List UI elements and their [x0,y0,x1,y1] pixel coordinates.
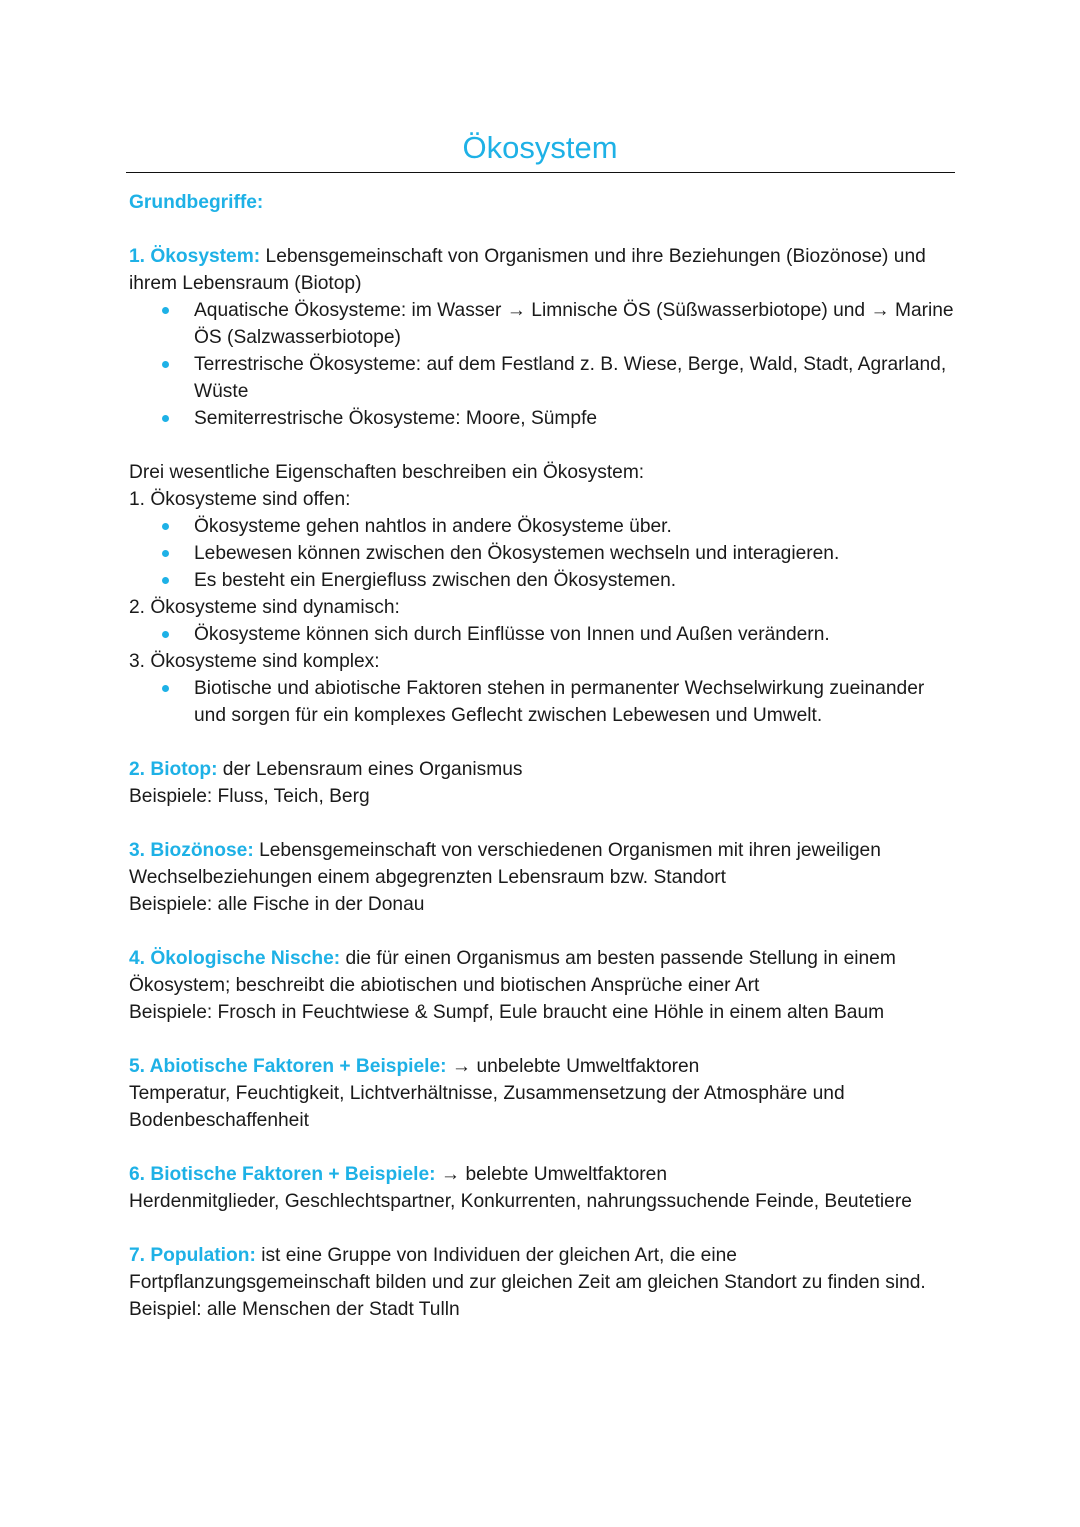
property-dynamic-list [129,621,955,648]
spacer [129,1134,955,1161]
spacer [129,810,955,837]
term-abiotisch: 5. Abiotische Faktoren + Beispiele: [129,1056,447,1077]
definition-oekosystem [129,243,955,297]
definition-text: Lebensgemeinschaft von verschiedenen Organismen mit ihren jeweiligen Wechselbeziehungen einem abgegrenzten Lebensraum bzw. Standort [129,840,881,888]
definition-text: Lebensgemeinschaft von Organismen und ihre Beziehungen (Biozönose) und ihrem Lebensraum (Biotop) [129,246,926,294]
spacer [129,1026,955,1053]
list-item: Lebewesen können zwischen den Ökosystemen wechseln und interagieren. [129,540,955,567]
page-title: Ökosystem [462,130,618,165]
arrow-right-icon: → [451,1056,472,1077]
list-item-text: Limnische ÖS (Süßwasserbiotope) und [525,300,871,321]
definition-nische [129,945,955,999]
example-abiotisch: Temperatur, Feuchtigkeit, Lichtverhältnisse, Zusammensetzung der Atmosphäre und Bodenbeschaffenheit [129,1083,845,1131]
term-biotisch: 6. Biotische Faktoren + Beispiele: [129,1164,436,1185]
arrow-right-icon: → [440,1164,461,1185]
title-divider [126,172,955,173]
list-item: Biotische und abiotische Faktoren stehen in permanenter Wechselwirkung zueinander und sorgen für ein komplexes Geflecht zwischen Lebewesen und Umwelt. [129,675,955,729]
definition-abiotisch [129,1053,955,1080]
definition-text: die für einen Organismus am besten passende Stellung in einem Ökosystem; beschreibt die abiotischen und biotischen Ansprüche einer Art [129,948,896,996]
list-item: Es besteht ein Energiefluss zwischen den Ökosystemen. [129,567,955,594]
example-population: Beispiel: alle Menschen der Stadt Tulln [129,1299,460,1320]
spacer [129,1215,955,1242]
example-nische: Beispiele: Frosch in Feuchtwiese & Sumpf, Eule braucht eine Höhle in einem alten Baum [129,1002,885,1023]
spacer [129,918,955,945]
ecosystem-types-list [129,297,955,432]
definition-population [129,1242,955,1296]
term-nische: 4. Ökologische Nische: [129,948,341,969]
definition-biotop [129,756,955,783]
property-heading-open: 1. Ökosysteme sind offen: [129,489,351,510]
property-complex-list [129,675,955,729]
definition-text: belebte Umweltfaktoren [460,1164,668,1185]
list-item-text: Aquatische Ökosysteme: im Wasser [194,300,507,321]
spacer [129,432,955,459]
example-biotisch: Herdenmitglieder, Geschlechtspartner, Konkurrenten, nahrungssuchende Feinde, Beutetiere [129,1191,912,1212]
term-biotop: 2. Biotop: [129,759,218,780]
list-item: Semiterrestrische Ökosysteme: Moore, Sümpfe [129,405,955,432]
spacer [129,216,955,243]
term-oekosystem: 1. Ökosystem: [129,246,261,267]
arrow-right-icon: → [870,300,890,321]
document-body [129,189,955,1323]
properties-intro: Drei wesentliche Eigenschaften beschreiben ein Ökosystem: [129,462,645,483]
spacer [129,729,955,756]
arrow-right-icon: → [506,300,526,321]
list-item-text: Marine ÖS (Salzwasserbiotope) [194,300,954,348]
example-biozoenose: Beispiele: alle Fische in der Donau [129,894,425,915]
example-biotop: Beispiele: Fluss, Teich, Berg [129,786,370,807]
definition-text: unbelebte Umweltfaktoren [471,1056,700,1077]
definition-text: der Lebensraum eines Organismus [217,759,523,780]
property-open-list [129,513,955,594]
list-item: Terrestrische Ökosysteme: auf dem Festland z. B. Wiese, Berge, Wald, Stadt, Agrarland, Wüste [129,351,955,405]
section-heading-grundbegriffe: Grundbegriffe: [129,192,264,213]
term-biozoenose: 3. Biozönose: [129,840,254,861]
list-item [129,297,955,351]
list-item: Ökosysteme können sich durch Einflüsse von Innen und Außen verändern. [129,621,955,648]
definition-biotisch [129,1161,955,1188]
property-heading-dynamic: 2. Ökosysteme sind dynamisch: [129,597,400,618]
property-heading-complex: 3. Ökosysteme sind komplex: [129,651,380,672]
definition-biozoenose [129,837,955,891]
term-population: 7. Population: [129,1245,256,1266]
definition-text: ist eine Gruppe von Individuen der gleichen Art, die eine Fortpflanzungsgemeinschaft bilden und zur gleichen Zeit am gleichen Standort zu finden sind. [129,1245,926,1293]
list-item: Ökosysteme gehen nahtlos in andere Ökosysteme über. [129,513,955,540]
